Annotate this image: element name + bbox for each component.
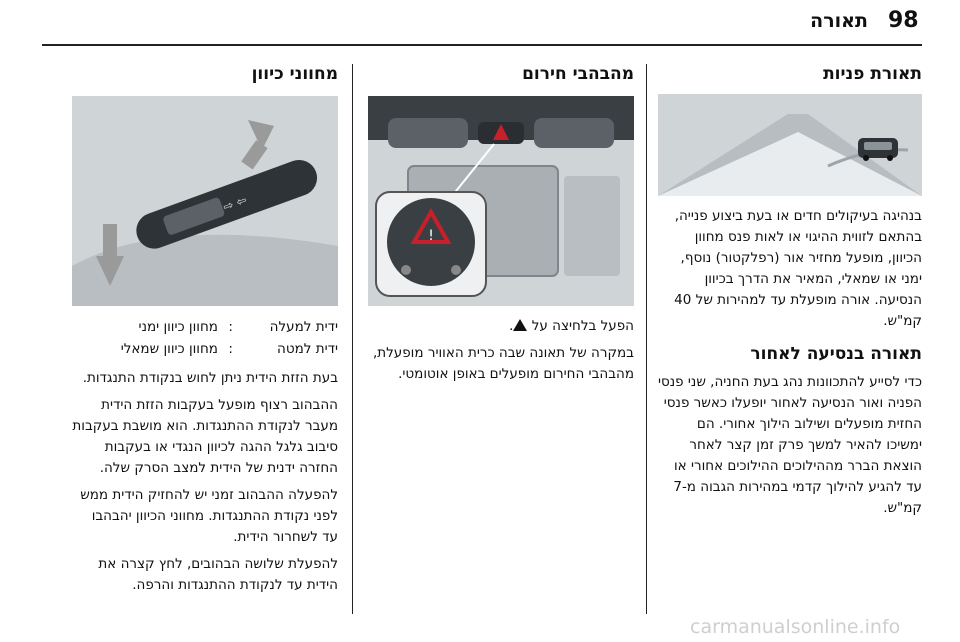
watermark: carmanualsonline.info: [690, 616, 901, 638]
warning-triangle-icon: [513, 319, 527, 331]
column-divider-left: [352, 64, 353, 614]
page-number: 98: [888, 8, 919, 33]
definition-sep: :: [228, 341, 233, 357]
header-rule: [42, 44, 922, 46]
section-title: מחווני כיוון: [251, 64, 338, 84]
lever-definitions: [72, 316, 338, 360]
hazard-auto-text: במקרה של תאונה שבה כרית האוויר מופעלת, מהבהבי החירום מופעלים באופן אוטומטי.: [372, 345, 634, 382]
definition-sep: :: [228, 319, 233, 335]
cornering-light-text: בנהיגה בעיקולים חדים או בעת ביצוע פנייה, בהתאם לזווית ההיגוי או לאות פנס מחוון הכיוון, מופעל מחזיר אור (רפלקטור) נוסף, ימני או שמאלי, המאיר את הדרך בכיוון הנסיעה. אורה מופעלת עד למהירות של 40 קמ"ש.: [674, 208, 922, 329]
svg-text:!: !: [428, 228, 434, 244]
temporary-flash-text: להפעלה ההבהוב זמני יש להחזיק הידית ממש לפני נקודת ההתנגדות. מחווני הכיוון יהבהבו עד לשחרור הידית.: [80, 487, 338, 545]
hazard-lights-section: מהבהבי חירום ! הפעל בלחיצה על . במקרה של תאונה שבה כרית האוויר מופעלת, מהבהבי החירום מופעלים באופן אוטומטי.: [368, 62, 634, 385]
definition-desc: מחוון כיוון שמאלי: [120, 341, 218, 357]
continuous-flash-text: ההבהוב רצוף מופעל בעקבות הזזת הידית מעבר לנקודת ההתנגדות. הוא מושבת בעקבות סיבוב גלגל ההגה לכיוון הנגדי או בעקבות החזרה ידנית של הידית למצב הסרק שלה.: [72, 397, 338, 476]
turn-signal-lever-illustration: [72, 96, 338, 306]
hazard-caption: הפעל בלחיצה על: [527, 318, 634, 334]
reverse-light-text: כדי לסייע להתכוונות נהג בעת החניה, שני פנסי הפניה ואור הנסיעה לאחור יופעלו כאשר פנסי החזית מופעלים ושילוב הילוך אחורי. הם ימשיכו להאיר למשך פרק זמן קצר לאחר הוצאת הברר מההילוכים ההילוכים אחורי או עד להגיע להילוך קדמי במהירות הגבוה מ-7 קמ"ש.: [657, 374, 922, 516]
cornering-light-illustration: [658, 94, 922, 196]
section-title: תאורת פניות: [823, 64, 922, 84]
cornering-light-section: [658, 62, 922, 519]
svg-text:⇦ ⇨: ⇦ ⇨: [221, 192, 249, 215]
section-title: מהבהבי חירום: [522, 64, 634, 84]
column-divider-right: [646, 64, 647, 614]
definition-row-up: [72, 316, 338, 338]
subsection-title: תאורה בנסיעה לאחור: [750, 344, 922, 364]
definition-term: ידית למטה: [277, 341, 338, 357]
definition-term: ידית למעלה: [269, 319, 338, 335]
turn-signals-section: [72, 62, 338, 596]
definition-desc: מחוון כיוון ימני: [138, 319, 218, 335]
hazard-button-illustration: [368, 96, 634, 306]
lever-resistance-text: בעת הזזת הידית ניתן לחוש בנקודת התנגדות.: [82, 370, 338, 386]
chapter-title: תאורה: [810, 10, 868, 32]
three-flash-text: להפעלת שלושה הבהובים, לחץ קצרה את הידית עד לנקודת ההתנגדות והרפה.: [98, 556, 338, 593]
definition-row-down: [72, 338, 338, 360]
car-icon: [858, 138, 898, 161]
